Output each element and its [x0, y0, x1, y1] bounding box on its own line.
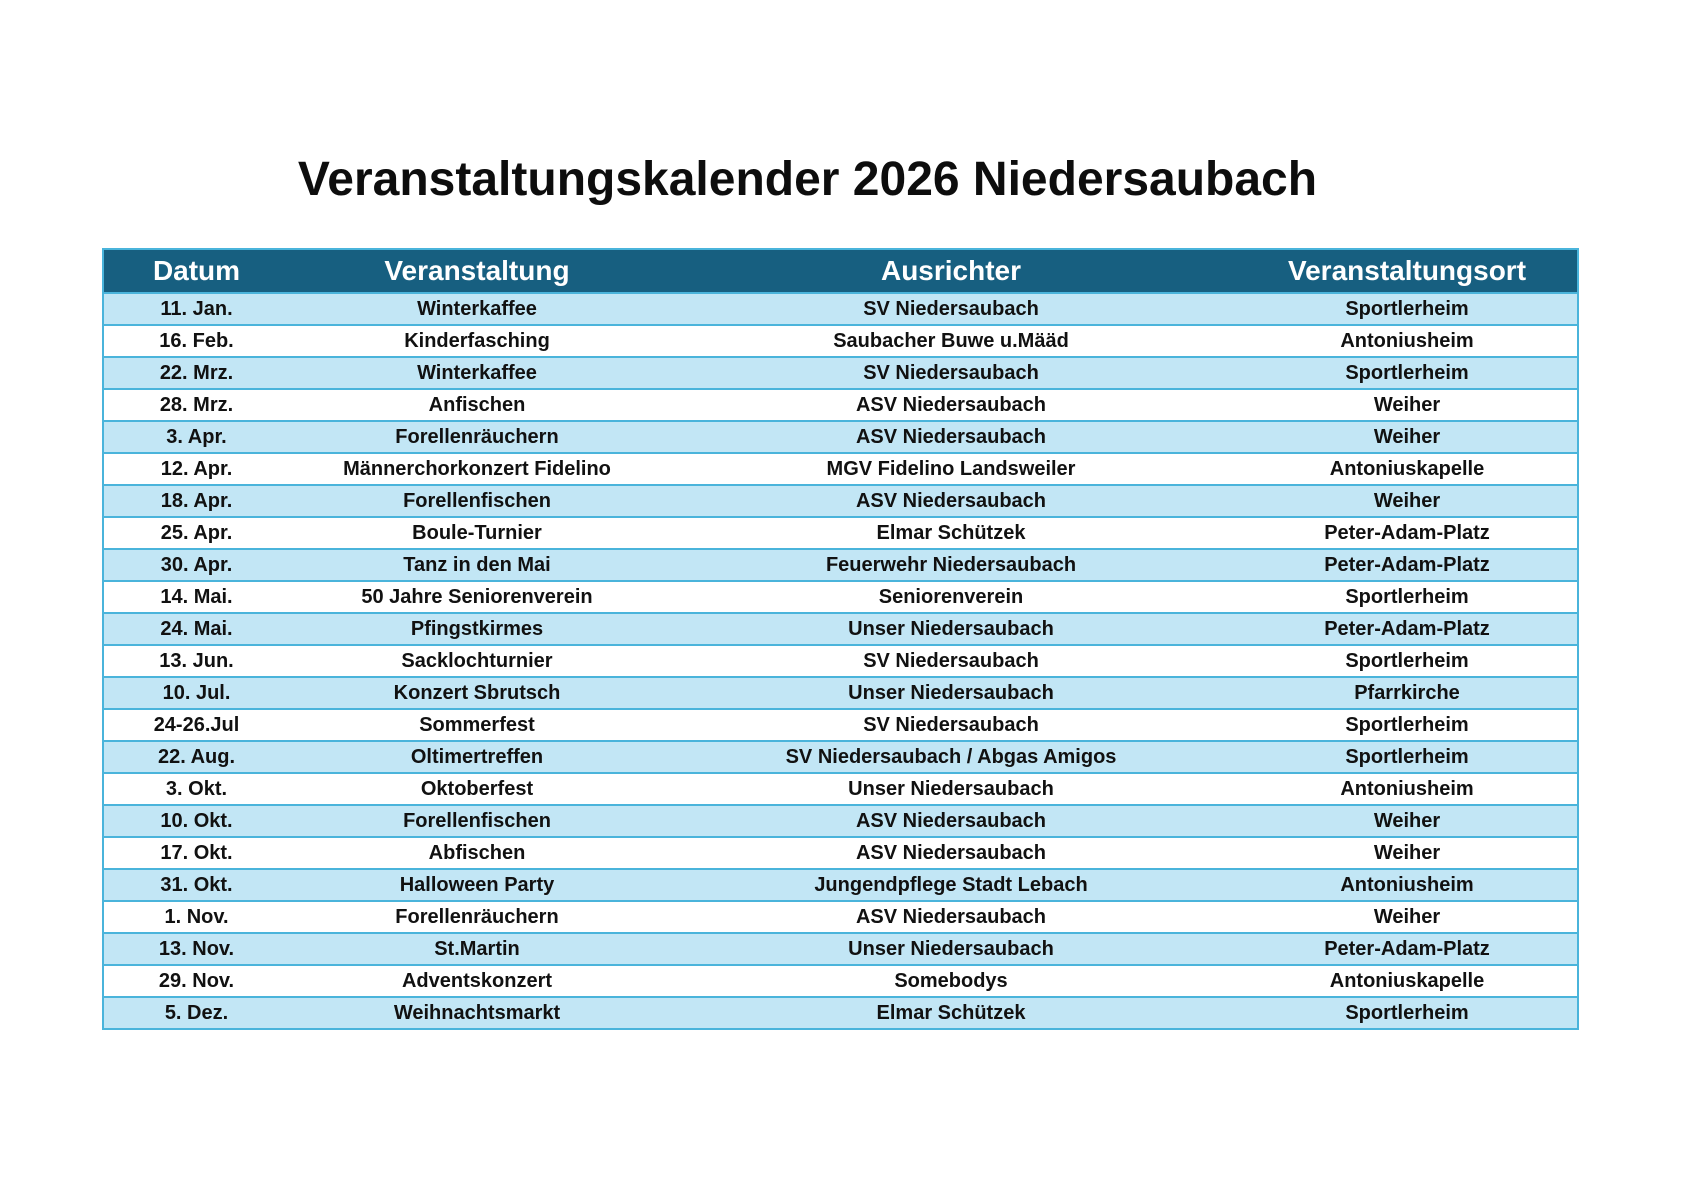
cell-date: 28. Mrz.: [103, 389, 289, 421]
cell-host: Jungendpflege Stadt Lebach: [665, 869, 1237, 901]
cell-place: Sportlerheim: [1237, 997, 1578, 1029]
cell-host: SV Niedersaubach: [665, 709, 1237, 741]
cell-place: Sportlerheim: [1237, 357, 1578, 389]
cell-date: 24. Mai.: [103, 613, 289, 645]
table-row: [103, 549, 1578, 581]
cell-event: Forellenfischen: [289, 805, 665, 837]
cell-place: Antoniusheim: [1237, 773, 1578, 805]
cell-place: Peter-Adam-Platz: [1237, 517, 1578, 549]
cell-host: Unser Niedersaubach: [665, 933, 1237, 965]
table-row: [103, 773, 1578, 805]
column-header-host: Ausrichter: [665, 249, 1237, 293]
cell-place: Sportlerheim: [1237, 741, 1578, 773]
cell-host: Feuerwehr Niedersaubach: [665, 549, 1237, 581]
cell-place: Weiher: [1237, 389, 1578, 421]
table-row: [103, 965, 1578, 997]
cell-date: 13. Jun.: [103, 645, 289, 677]
cell-place: Antoniusheim: [1237, 325, 1578, 357]
table-row: [103, 901, 1578, 933]
column-header-date: Datum: [103, 249, 289, 293]
table-row: [103, 997, 1578, 1029]
cell-event: Pfingstkirmes: [289, 613, 665, 645]
cell-date: 10. Jul.: [103, 677, 289, 709]
table-row: [103, 805, 1578, 837]
cell-host: ASV Niedersaubach: [665, 805, 1237, 837]
cell-host: Elmar Schützek: [665, 997, 1237, 1029]
table-row: [103, 581, 1578, 613]
cell-event: Sacklochturnier: [289, 645, 665, 677]
table-row: [103, 293, 1578, 325]
cell-place: Weiher: [1237, 485, 1578, 517]
cell-place: Antoniuskapelle: [1237, 965, 1578, 997]
cell-host: ASV Niedersaubach: [665, 421, 1237, 453]
cell-event: Konzert Sbrutsch: [289, 677, 665, 709]
cell-place: Antoniuskapelle: [1237, 453, 1578, 485]
header-row: [103, 249, 1578, 293]
cell-date: 22. Mrz.: [103, 357, 289, 389]
table-row: [103, 421, 1578, 453]
cell-event: Forellenräuchern: [289, 421, 665, 453]
cell-event: Weihnachtsmarkt: [289, 997, 665, 1029]
table-row: [103, 709, 1578, 741]
cell-place: Pfarrkirche: [1237, 677, 1578, 709]
cell-event: Boule-Turnier: [289, 517, 665, 549]
cell-event: Adventskonzert: [289, 965, 665, 997]
cell-date: 13. Nov.: [103, 933, 289, 965]
cell-event: Abfischen: [289, 837, 665, 869]
cell-host: Elmar Schützek: [665, 517, 1237, 549]
table-row: [103, 453, 1578, 485]
cell-place: Sportlerheim: [1237, 293, 1578, 325]
table-row: [103, 485, 1578, 517]
cell-event: Kinderfasching: [289, 325, 665, 357]
cell-event: Oltimertreffen: [289, 741, 665, 773]
cell-place: Antoniusheim: [1237, 869, 1578, 901]
cell-place: Peter-Adam-Platz: [1237, 933, 1578, 965]
cell-date: 1. Nov.: [103, 901, 289, 933]
cell-host: ASV Niedersaubach: [665, 901, 1237, 933]
table-header: [103, 249, 1578, 293]
table-row: [103, 837, 1578, 869]
cell-event: Halloween Party: [289, 869, 665, 901]
cell-date: 17. Okt.: [103, 837, 289, 869]
cell-host: Saubacher Buwe u.Määd: [665, 325, 1237, 357]
cell-event: Winterkaffee: [289, 357, 665, 389]
cell-host: Unser Niedersaubach: [665, 677, 1237, 709]
cell-date: 31. Okt.: [103, 869, 289, 901]
cell-date: 5. Dez.: [103, 997, 289, 1029]
cell-event: Forellenfischen: [289, 485, 665, 517]
cell-event: Oktoberfest: [289, 773, 665, 805]
table-row: [103, 741, 1578, 773]
cell-date: 30. Apr.: [103, 549, 289, 581]
cell-date: 22. Aug.: [103, 741, 289, 773]
cell-host: ASV Niedersaubach: [665, 389, 1237, 421]
cell-place: Sportlerheim: [1237, 709, 1578, 741]
column-header-event: Veranstaltung: [289, 249, 665, 293]
table-row: [103, 869, 1578, 901]
cell-event: 50 Jahre Seniorenverein: [289, 581, 665, 613]
cell-date: 24-26.Jul: [103, 709, 289, 741]
cell-event: Forellenräuchern: [289, 901, 665, 933]
cell-host: Unser Niedersaubach: [665, 773, 1237, 805]
column-header-place: Veranstaltungsort: [1237, 249, 1578, 293]
cell-date: 25. Apr.: [103, 517, 289, 549]
cell-place: Weiher: [1237, 421, 1578, 453]
table-row: [103, 389, 1578, 421]
cell-host: ASV Niedersaubach: [665, 837, 1237, 869]
cell-event: Anfischen: [289, 389, 665, 421]
cell-date: 14. Mai.: [103, 581, 289, 613]
cell-host: SV Niedersaubach: [665, 645, 1237, 677]
cell-date: 12. Apr.: [103, 453, 289, 485]
table-row: [103, 677, 1578, 709]
cell-place: Weiher: [1237, 837, 1578, 869]
cell-date: 3. Okt.: [103, 773, 289, 805]
cell-event: Männerchorkonzert Fidelino: [289, 453, 665, 485]
cell-place: Peter-Adam-Platz: [1237, 613, 1578, 645]
cell-date: 18. Apr.: [103, 485, 289, 517]
cell-date: 16. Feb.: [103, 325, 289, 357]
cell-date: 3. Apr.: [103, 421, 289, 453]
cell-host: Seniorenverein: [665, 581, 1237, 613]
event-calendar-table: [102, 248, 1579, 1030]
table-row: [103, 933, 1578, 965]
cell-place: Weiher: [1237, 901, 1578, 933]
cell-event: Sommerfest: [289, 709, 665, 741]
cell-host: SV Niedersaubach / Abgas Amigos: [665, 741, 1237, 773]
cell-date: 29. Nov.: [103, 965, 289, 997]
table-row: [103, 613, 1578, 645]
cell-host: Unser Niedersaubach: [665, 613, 1237, 645]
table-row: [103, 517, 1578, 549]
cell-place: Sportlerheim: [1237, 645, 1578, 677]
cell-host: MGV Fidelino Landsweiler: [665, 453, 1237, 485]
cell-event: Winterkaffee: [289, 293, 665, 325]
cell-place: Weiher: [1237, 805, 1578, 837]
table-row: [103, 357, 1578, 389]
cell-date: 11. Jan.: [103, 293, 289, 325]
table-row: [103, 325, 1578, 357]
cell-date: 10. Okt.: [103, 805, 289, 837]
cell-host: SV Niedersaubach: [665, 357, 1237, 389]
cell-place: Peter-Adam-Platz: [1237, 549, 1578, 581]
cell-host: ASV Niedersaubach: [665, 485, 1237, 517]
cell-event: Tanz in den Mai: [289, 549, 665, 581]
cell-event: St.Martin: [289, 933, 665, 965]
cell-host: Somebodys: [665, 965, 1237, 997]
table-row: [103, 645, 1578, 677]
cell-host: SV Niedersaubach: [665, 293, 1237, 325]
table-body: [103, 293, 1578, 1029]
cell-place: Sportlerheim: [1237, 581, 1578, 613]
page-title: Veranstaltungskalender 2026 Niedersaubach: [297, 153, 1318, 206]
